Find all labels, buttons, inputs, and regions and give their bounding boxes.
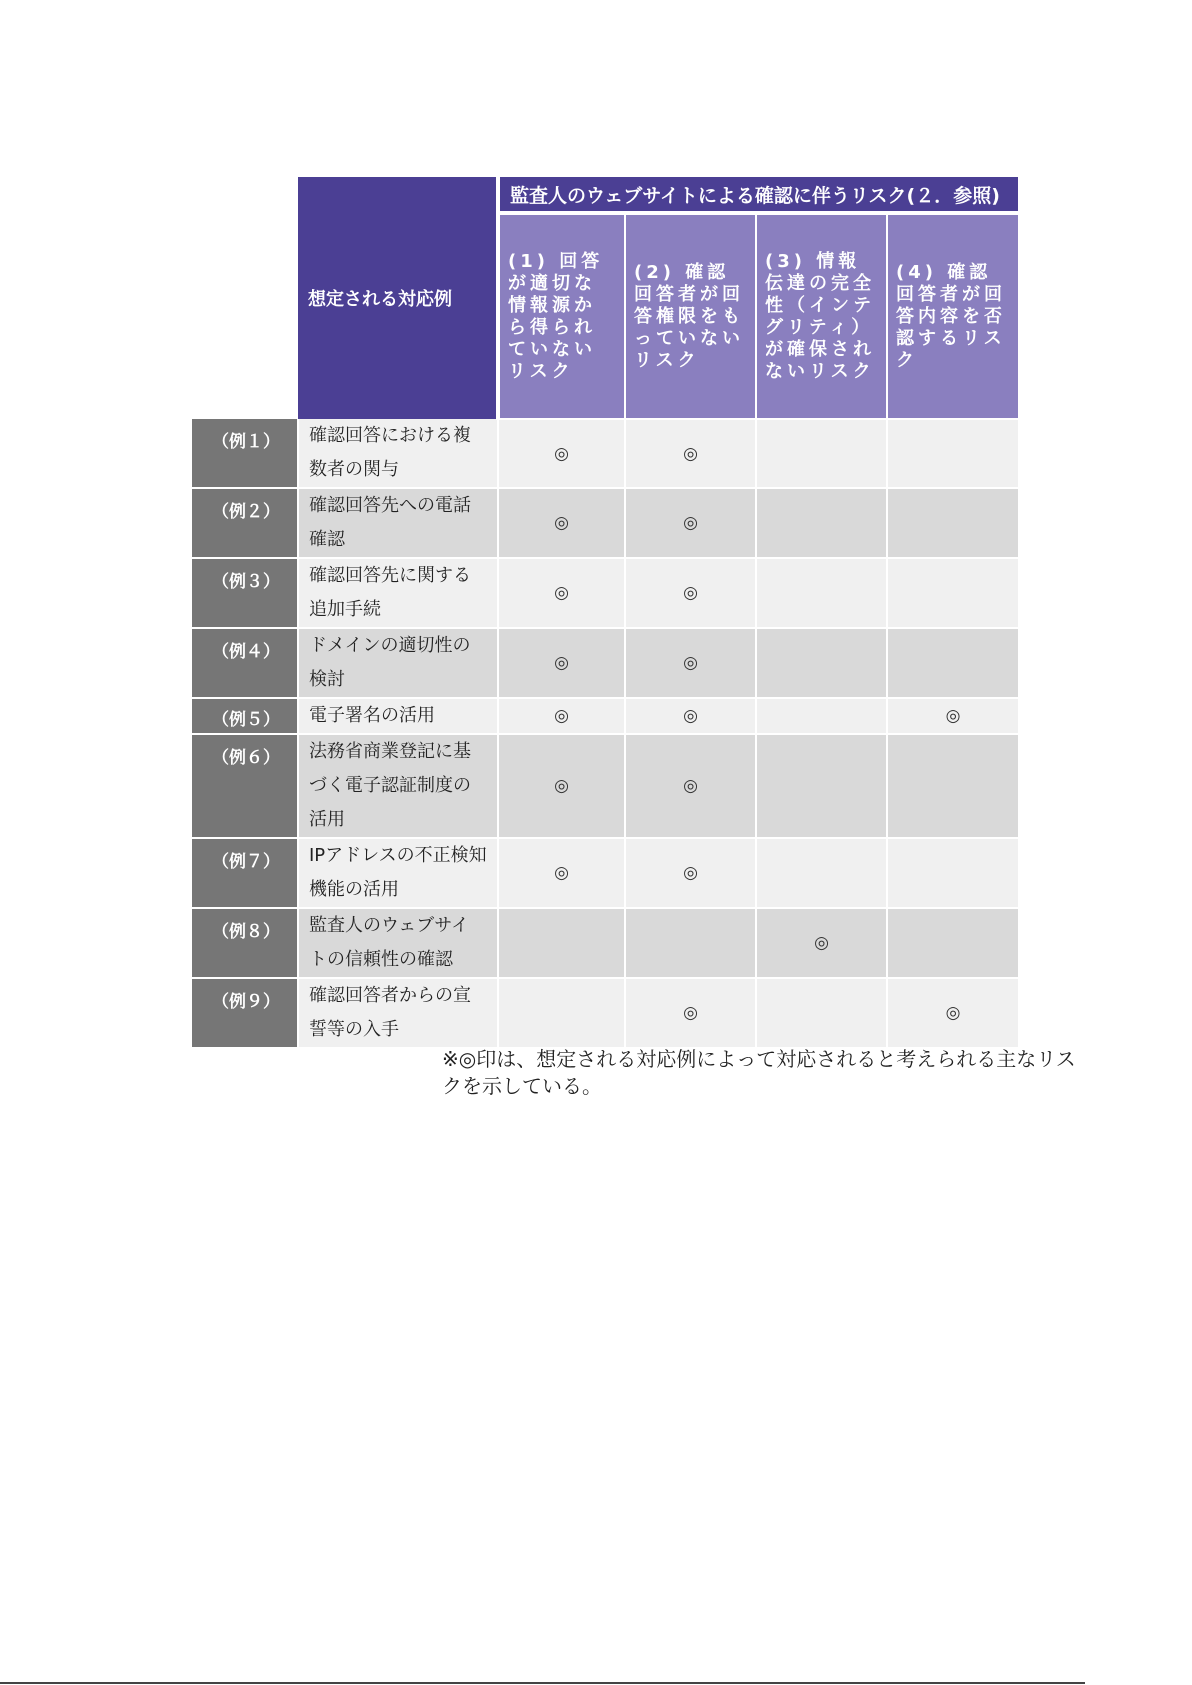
risk-mark: ◎ [756, 908, 887, 978]
page-footer-rule [0, 1682, 1085, 1684]
approach-header: 想定される対応例 [298, 177, 498, 419]
risk-mark: ◎ [887, 698, 1018, 734]
table-row [192, 698, 1018, 734]
risk-mark: ◎ [498, 734, 625, 838]
table-footnote: ※◎印は、想定される対応例によって対応されると考えられる主なリスクを示している。 [442, 1047, 1076, 1098]
risk-column-header: (1) 回答が適切な情報源から得られていないリスク [498, 213, 625, 419]
example-label: （例８） [192, 908, 298, 978]
risk-mark [756, 734, 887, 838]
risk-mark: ◎ [498, 419, 625, 488]
risk-mark: ◎ [625, 419, 756, 488]
table-row [192, 628, 1018, 698]
risk-mark: ◎ [625, 838, 756, 908]
risk-mark: ◎ [625, 978, 756, 1048]
example-label: （例３） [192, 558, 298, 628]
risk-mark [756, 838, 887, 908]
table-row [192, 908, 1018, 978]
risk-mark: ◎ [625, 698, 756, 734]
example-description: ドメインの適切性の検討 [298, 628, 498, 698]
example-description: 電子署名の活用 [298, 698, 498, 734]
risk-column-header: (3) 情報伝達の完全性（インテグリティ）が確保されないリスク [756, 213, 887, 419]
risk-mark [756, 558, 887, 628]
risk-mark: ◎ [498, 838, 625, 908]
risk-response-table [192, 177, 1018, 1049]
risk-mark [498, 908, 625, 978]
table-row [192, 978, 1018, 1048]
risk-mark: ◎ [625, 558, 756, 628]
example-description: IPアドレスの不正検知機能の活用 [298, 838, 498, 908]
table-row [192, 838, 1018, 908]
example-label: （例４） [192, 628, 298, 698]
risk-mark [756, 978, 887, 1048]
risk-mark [498, 978, 625, 1048]
example-label: （例１） [192, 419, 298, 488]
risk-mark: ◎ [498, 558, 625, 628]
example-label: （例９） [192, 978, 298, 1048]
table-row [192, 734, 1018, 838]
risk-mark: ◎ [498, 628, 625, 698]
example-description: 監査人のウェブサイトの信頼性の確認 [298, 908, 498, 978]
risk-mark: ◎ [498, 488, 625, 558]
risk-mark [887, 628, 1018, 698]
risk-mark: ◎ [625, 488, 756, 558]
risk-mark [625, 908, 756, 978]
risk-mark [756, 698, 887, 734]
example-description: 確認回答者からの宣誓等の入手 [298, 978, 498, 1048]
risk-mark [887, 488, 1018, 558]
risk-mark: ◎ [625, 734, 756, 838]
risk-mark [887, 558, 1018, 628]
table-row [192, 558, 1018, 628]
risk-mark [756, 419, 887, 488]
risk-mark [756, 628, 887, 698]
header-corner [192, 177, 298, 419]
risk-mark [887, 908, 1018, 978]
example-label: （例６） [192, 734, 298, 838]
example-label: （例５） [192, 698, 298, 734]
risk-mark [887, 734, 1018, 838]
risk-mark: ◎ [498, 698, 625, 734]
risk-group-header: 監査人のウェブサイトによる確認に伴うリスク(２．参照) [498, 177, 1018, 213]
risk-column-header: (2) 確認回答者が回答権限をもっていないリスク [625, 213, 756, 419]
example-label: （例７） [192, 838, 298, 908]
risk-mark [887, 838, 1018, 908]
example-description: 法務省商業登記に基づく電子認証制度の活用 [298, 734, 498, 838]
example-description: 確認回答先に関する追加手続 [298, 558, 498, 628]
table-row [192, 419, 1018, 488]
example-label: （例２） [192, 488, 298, 558]
risk-mark: ◎ [887, 978, 1018, 1048]
risk-mark [887, 419, 1018, 488]
risk-mark: ◎ [625, 628, 756, 698]
example-description: 確認回答における複数者の関与 [298, 419, 498, 488]
risk-column-header: (4) 確認回答者が回答内容を否認するリスク [887, 213, 1018, 419]
risk-mark [756, 488, 887, 558]
example-description: 確認回答先への電話確認 [298, 488, 498, 558]
table-row [192, 488, 1018, 558]
